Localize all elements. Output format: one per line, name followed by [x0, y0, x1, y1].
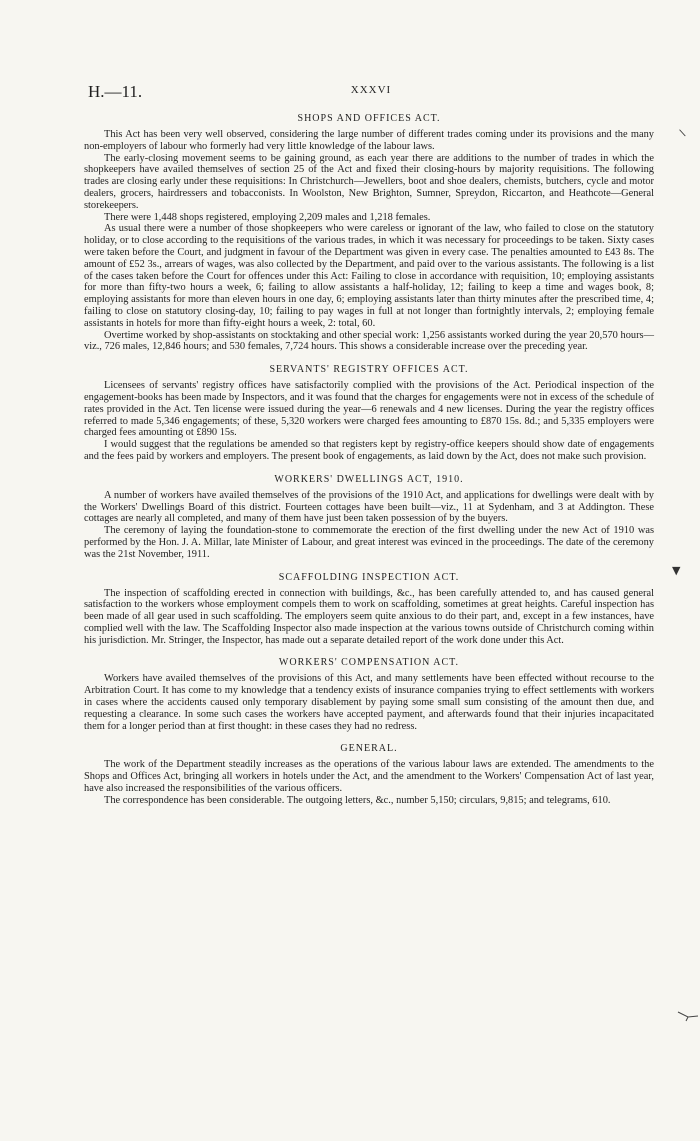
section-servants-registry [84, 363, 654, 463]
paragraph: There were 1,448 shops registered, employing 2,209 males and 1,218 females. [104, 211, 431, 223]
paragraph: The inspection of scaffolding erected in connection with buildings, &c., has been carefully attended to, and has caused general satisfaction to the workers whose employment compels them to work on scaffolding, sometimes at great heights. Careful inspection has been made of all gear used in such scaffolding. The employers seem quite anxious to do their part, and, except in a few instances, have complied well with the law. The Scaffolding Inspector also made inspection at the various towns outside of Christchurch coming within his jurisdiction. Mr. Stringer, the Inspector, has made out a separate detailed report of the work done under this Act. [84, 587, 654, 646]
page-header [88, 82, 654, 104]
paragraph: As usual there were a number of those shopkeepers who were careless or ignorant of the law, who failed to close on the statutory holiday, or to close according to the requisitions of the various trades, in which it was necessary for proceedings to be taken. Sixty cases were taken before the Court, and judgment in favour of the Department was given in every case. The penalties amounted to £43 8s. The amount of £52 3s., arrears of wages, was also collected by the Department, and paid over to the various assistants. The following is a list of the cases taken before the Court for offences under this Act: Failing to close in accordance with requisition, 10; employing assistants for more than fifty-two hours a week, 6; failing to allow assistants a half-holiday, 12; failing to keep a time and wages book, 8; employing assistants for more than eleven hours in one day, 6; employing assistants later than thirty minutes after the prescribed time, 4; failing to close on statutory closing-day, 10; failing to pay wages in full at not longer than fortnightly intervals, 2; employing female assistants in hotels for more than fifty-eight hours a week, 2: total, 60. [84, 223, 654, 329]
paragraph: A number of workers have availed themselves of the provisions of the 1910 Act, and applications for dwellings were dealt with by the Workers' Dwellings Board of this district. Fourteen cottages have been built—viz., 11 at Sydenham, and 3 at Addington. These cottages are nearly all completed, and many of them have just been taken possession of by the buyers. [84, 489, 654, 525]
section-title: GENERAL. [340, 743, 398, 755]
section-scaffolding-inspection [84, 571, 654, 647]
section-title: WORKERS' DWELLINGS ACT, 1910. [274, 473, 464, 485]
paragraph: The work of the Department steadily increases as the operations of the various labour laws are extended. The amendments to the Shops and Offices Act, bringing all workers in hotels under the Act, and the amendment to the Workers' Compensation Act of last year, have also increased the responsibilities of the various officers. [84, 759, 654, 795]
margin-bracket-mark [676, 1010, 700, 1022]
document-body [84, 112, 654, 817]
report-reference: H.—11. [88, 82, 143, 101]
section-workers-compensation [84, 656, 654, 732]
paragraph: The early-closing movement seems to be gaining ground, as each year there are additions to the number of trades in which the shopkeepers have availed themselves of section 25 of the Act and fixed their closing-hours by majority requisitions. The following trades are closing early under these requisitions: In Christchurch—Jewellers, boot and shoe dealers, chemists, butchers, cycle and motor dealers, grocers, hairdressers and tobacconists. In Woolston, New Brighton, Sumner, Spreydon, Riccarton, and Heathcote—General storekeepers. [84, 152, 654, 211]
section-title: SERVANTS' REGISTRY OFFICES ACT. [269, 364, 469, 376]
section-title: WORKERS' COMPENSATION ACT. [278, 657, 460, 669]
paragraph: Licensees of servants' registry offices have satisfactorily complied with the provisions of the Act. Periodical inspection of the engagement-books has been made by Inspectors, and it was found that the charges for engagements were not in excess of the schedule of rates provided in the Act. Ten license were issued during the year—6 renewals and 4 new licenses. During the year the registry offices referred to made 5,346 engagements; of these, 5,320 workers were charged fees amounting to £870 15s. 8d.; and 5,335 employers were charged fees amounting ot £890 15s. [84, 380, 654, 439]
paragraph: The ceremony of laying the foundation-stone to commemorate the erection of the first dwelling under the new Act of 1910 was performed by the Hon. J. A. Millar, late Minister of Labour, and great interest was evinced in the proceedings. The date of the ceremony was the 21st November, 1911. [84, 525, 654, 560]
paragraph: Overtime worked by shop-assistants on stocktaking and other special work: 1,256 assistants worked during the year 20,570 hours—viz., 726 males, 12,846 hours; and 530 females, 7,724 hours. This shows a considerable increase over the preceding year. [84, 329, 654, 353]
section-title: SCAFFOLDING INSPECTION ACT. [278, 571, 460, 583]
section-general [84, 742, 654, 806]
section-title: SHOPS AND OFFICES ACT. [297, 113, 441, 124]
margin-tick-mark: \ [678, 127, 687, 140]
section-workers-dwellings [84, 473, 654, 561]
paragraph: The correspondence has been considerable. The outgoing letters, &c., number 5,150; circulars, 9,815; and telegrams, 610. [104, 794, 611, 806]
section-shops-and-offices [84, 112, 654, 353]
paragraph: I would suggest that the regulations be amended so that registers kept by registry-office keepers should show date of engagements and the fees paid by workers and employers. The present book of engagements, as laid down by the Act, does not make such provision. [84, 439, 654, 462]
margin-arrow-mark: ▼ [672, 564, 681, 577]
paragraph: Workers have availed themselves of the provisions of this Act, and many settlements have been effected without recourse to the Arbitration Court. It has come to my knowledge that a tendency exists of insurance companies trying to effect settlements with workers in cases where the accidents caused only temporary disablement by paying some small sum consisting of the amount then due, and requesting a clearance. In some such cases the workers have accepted payment, and afterwards found that their injuries incapacitated them for a longer period than at first thought: in these cases they had no redress. [84, 673, 654, 732]
paragraph: This Act has been very well observed, considering the large number of different trades coming under its provisions and the many non-employers of labour who formerly had very little knowledge of the labour laws. [84, 129, 654, 152]
page-number: XXXVI [350, 84, 392, 96]
